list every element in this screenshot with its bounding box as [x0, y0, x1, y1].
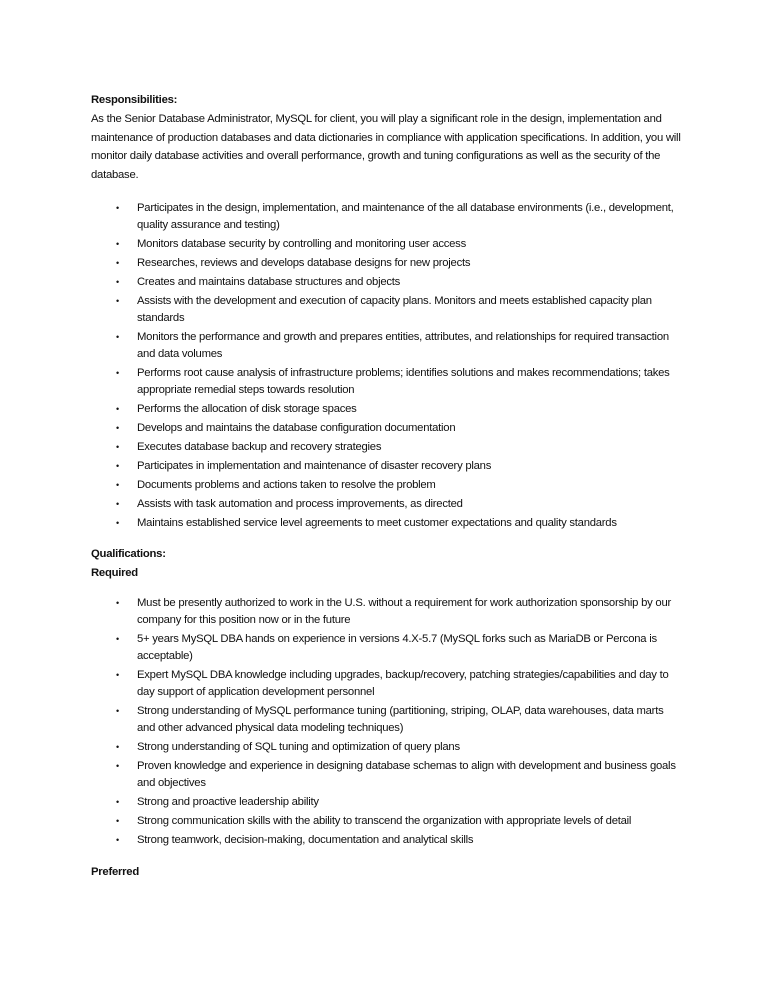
list-item-text: Assists with the development and execution of capacity plans. Monitors and meets established capacity plan standards	[137, 295, 652, 324]
list-item-text: Strong and proactive leadership ability	[137, 796, 319, 808]
bullet-icon: •	[116, 296, 119, 306]
bullet-icon: •	[116, 258, 119, 268]
list-item-text: Monitors database security by controlling and monitoring user access	[137, 238, 466, 250]
list-item-text: Strong teamwork, decision-making, documentation and analytical skills	[137, 834, 474, 846]
bullet-icon: •	[116, 203, 119, 213]
list-item-text: Must be presently authorized to work in the U.S. without a requirement for work authorization sponsorship by our company for this position now or in the future	[137, 597, 671, 626]
document-page	[91, 93, 681, 879]
bullet-icon: •	[116, 706, 119, 716]
bullet-icon: •	[116, 423, 119, 433]
list-item-text: Participates in the design, implementation, and maintenance of the all database environments (i.e., development, quality assurance and testing)	[137, 202, 674, 231]
responsibilities-list	[91, 200, 681, 532]
list-item-text: Researches, reviews and develops database designs for new projects	[137, 257, 471, 269]
list-item	[91, 832, 681, 849]
bullet-icon: •	[116, 404, 119, 414]
list-item	[91, 329, 681, 363]
list-item	[91, 236, 681, 253]
bullet-icon: •	[116, 835, 119, 845]
bullet-icon: •	[116, 634, 119, 644]
list-item	[91, 439, 681, 456]
list-item-text: Monitors the performance and growth and prepares entities, attributes, and relationships for required transaction and data volumes	[137, 331, 669, 360]
list-item-text: Performs the allocation of disk storage spaces	[137, 403, 357, 415]
list-item	[91, 477, 681, 494]
list-item	[91, 458, 681, 475]
bullet-icon: •	[116, 442, 119, 452]
bullet-icon: •	[116, 277, 119, 287]
list-item	[91, 667, 681, 701]
list-item	[91, 255, 681, 272]
qualifications-section	[91, 547, 681, 849]
required-subheading: Required	[91, 567, 138, 579]
bullet-icon: •	[116, 332, 119, 342]
list-item	[91, 293, 681, 327]
bullet-icon: •	[116, 480, 119, 490]
list-item	[91, 274, 681, 291]
list-item-text: Maintains established service level agreements to meet customer expectations and quality standards	[137, 517, 617, 529]
list-item	[91, 813, 681, 830]
list-item-text: Assists with task automation and process improvements, as directed	[137, 498, 463, 510]
list-item	[91, 200, 681, 234]
list-item	[91, 739, 681, 756]
list-item-text: Strong understanding of MySQL performance tuning (partitioning, striping, OLAP, data warehouses, data marts and other advanced physical data modeling techniques)	[137, 705, 664, 734]
list-item-text: Creates and maintains database structures and objects	[137, 276, 401, 288]
list-item	[91, 758, 681, 792]
bullet-icon: •	[116, 742, 119, 752]
list-item-text: 5+ years MySQL DBA hands on experience in versions 4.X-5.7 (MySQL forks such as MariaDB or Percona is acceptable)	[137, 633, 657, 662]
list-item-text: Executes database backup and recovery strategies	[137, 441, 382, 453]
list-item-text: Performs root cause analysis of infrastructure problems; identifies solutions and makes recommendations; takes appropriate remedial steps towards resolution	[137, 367, 670, 396]
list-item	[91, 515, 681, 532]
list-item	[91, 703, 681, 737]
bullet-icon: •	[116, 797, 119, 807]
list-item-text: Develops and maintains the database configuration documentation	[137, 422, 456, 434]
preferred-subheading: Preferred	[91, 866, 139, 878]
list-item	[91, 794, 681, 811]
bullet-icon: •	[116, 518, 119, 528]
bullet-icon: •	[116, 368, 119, 378]
bullet-icon: •	[116, 499, 119, 509]
responsibilities-intro: As the Senior Database Administrator, MySQL for client, you will play a significant role in the design, implementation and maintenance of production databases and data dictionaries in compliance with application specifications. In addition, you will monitor daily database activities and overall performance, growth and tuning configurations as well as the security of the database.	[91, 113, 681, 181]
list-item	[91, 631, 681, 665]
bullet-icon: •	[116, 761, 119, 771]
list-item	[91, 496, 681, 513]
qualifications-heading: Qualifications:	[91, 548, 166, 560]
list-item-text: Strong communication skills with the ability to transcend the organization with appropriate levels of detail	[137, 815, 632, 827]
bullet-icon: •	[116, 598, 119, 608]
preferred-section	[91, 865, 681, 879]
bullet-icon: •	[116, 239, 119, 249]
bullet-icon: •	[116, 816, 119, 826]
bullet-icon: •	[116, 670, 119, 680]
list-item	[91, 401, 681, 418]
bullet-icon: •	[116, 461, 119, 471]
list-item-text: Proven knowledge and experience in designing database schemas to align with development and business goals and objectives	[137, 760, 676, 789]
list-item	[91, 420, 681, 437]
list-item-text: Documents problems and actions taken to resolve the problem	[137, 479, 436, 491]
responsibilities-heading: Responsibilities:	[91, 94, 178, 106]
list-item	[91, 595, 681, 629]
required-list	[91, 595, 681, 849]
responsibilities-section	[91, 93, 681, 532]
list-item-text: Expert MySQL DBA knowledge including upgrades, backup/recovery, patching strategies/capabilities and day to day support of application development personnel	[137, 669, 669, 698]
list-item-text: Participates in implementation and maintenance of disaster recovery plans	[137, 460, 492, 472]
list-item-text: Strong understanding of SQL tuning and optimization of query plans	[137, 741, 460, 753]
list-item	[91, 365, 681, 399]
